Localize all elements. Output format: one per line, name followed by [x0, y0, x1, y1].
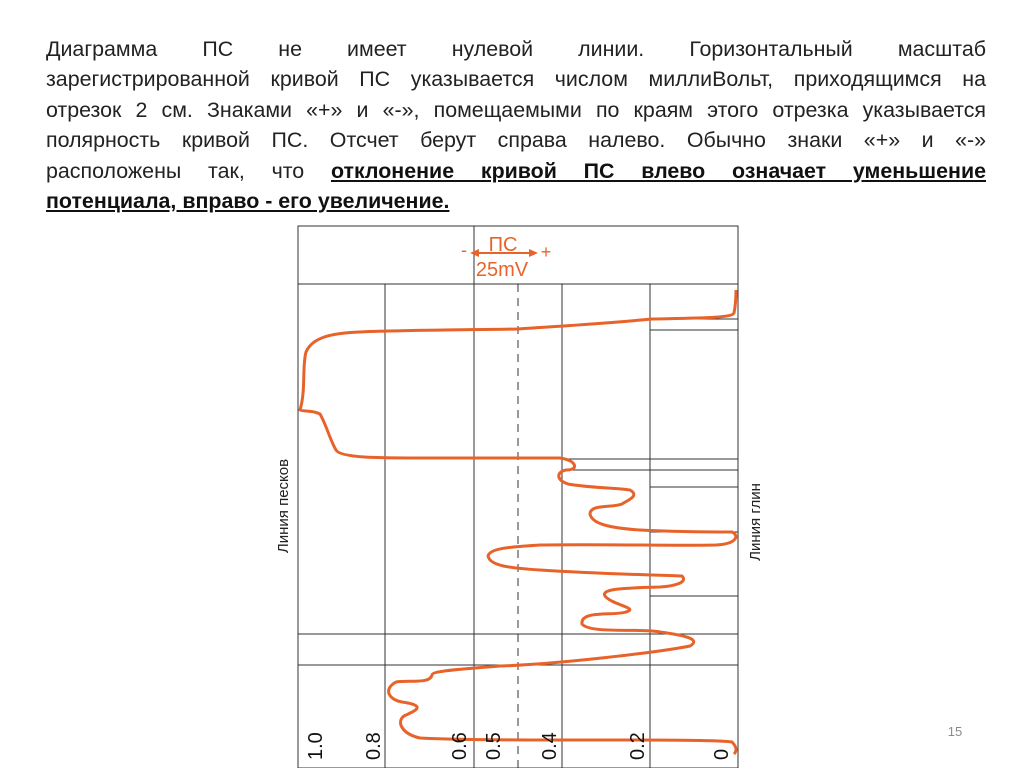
scale-legend [461, 234, 551, 281]
grid [298, 226, 738, 768]
arrow-right-icon [529, 249, 538, 257]
plus-sign: + [540, 242, 552, 262]
bottom-ticks [305, 732, 733, 760]
legend-title: ПС [488, 234, 518, 256]
paragraph-line-3: отрезок 2 см. Знаками «+» и «-», помещаемыми по краям этого отрезка указывается [46, 97, 986, 122]
paragraph-line-4: полярность кривой ПС. Отсчет берут справа налево. Обычно знаки «+» и «-» [46, 128, 986, 153]
tick-label: 0.2 [627, 732, 649, 760]
paragraph-line-1: Диаграмма ПС не имеет нулевой линии. Горизонтальный масштаб [46, 37, 986, 61]
line5-plain-text: расположены так, что [46, 158, 305, 183]
clays-line-label: Линия глин [747, 483, 764, 561]
paragraph-line-2: зарегистрированной кривой ПС указывается числом миллиВольт, приходящимся на [46, 67, 986, 92]
tick-label: 0.4 [539, 732, 561, 760]
sands-line-label: Линия песков [275, 458, 292, 554]
tick-label: 0 [711, 748, 733, 760]
tick-label: 0.8 [363, 732, 385, 760]
line5-bold-text: отклонение кривой ПС влево означает уменьшение [330, 158, 986, 183]
scale-value: 25mV [475, 259, 529, 281]
tick-label: 0.6 [449, 732, 471, 760]
tick-label: 0.5 [483, 732, 505, 760]
line6-bold-text: потенциала, вправо - его увеличение. [46, 189, 450, 214]
slide-number: 15 [947, 724, 963, 739]
minus-sign: - [461, 240, 467, 260]
tick-label: 1.0 [305, 732, 327, 760]
